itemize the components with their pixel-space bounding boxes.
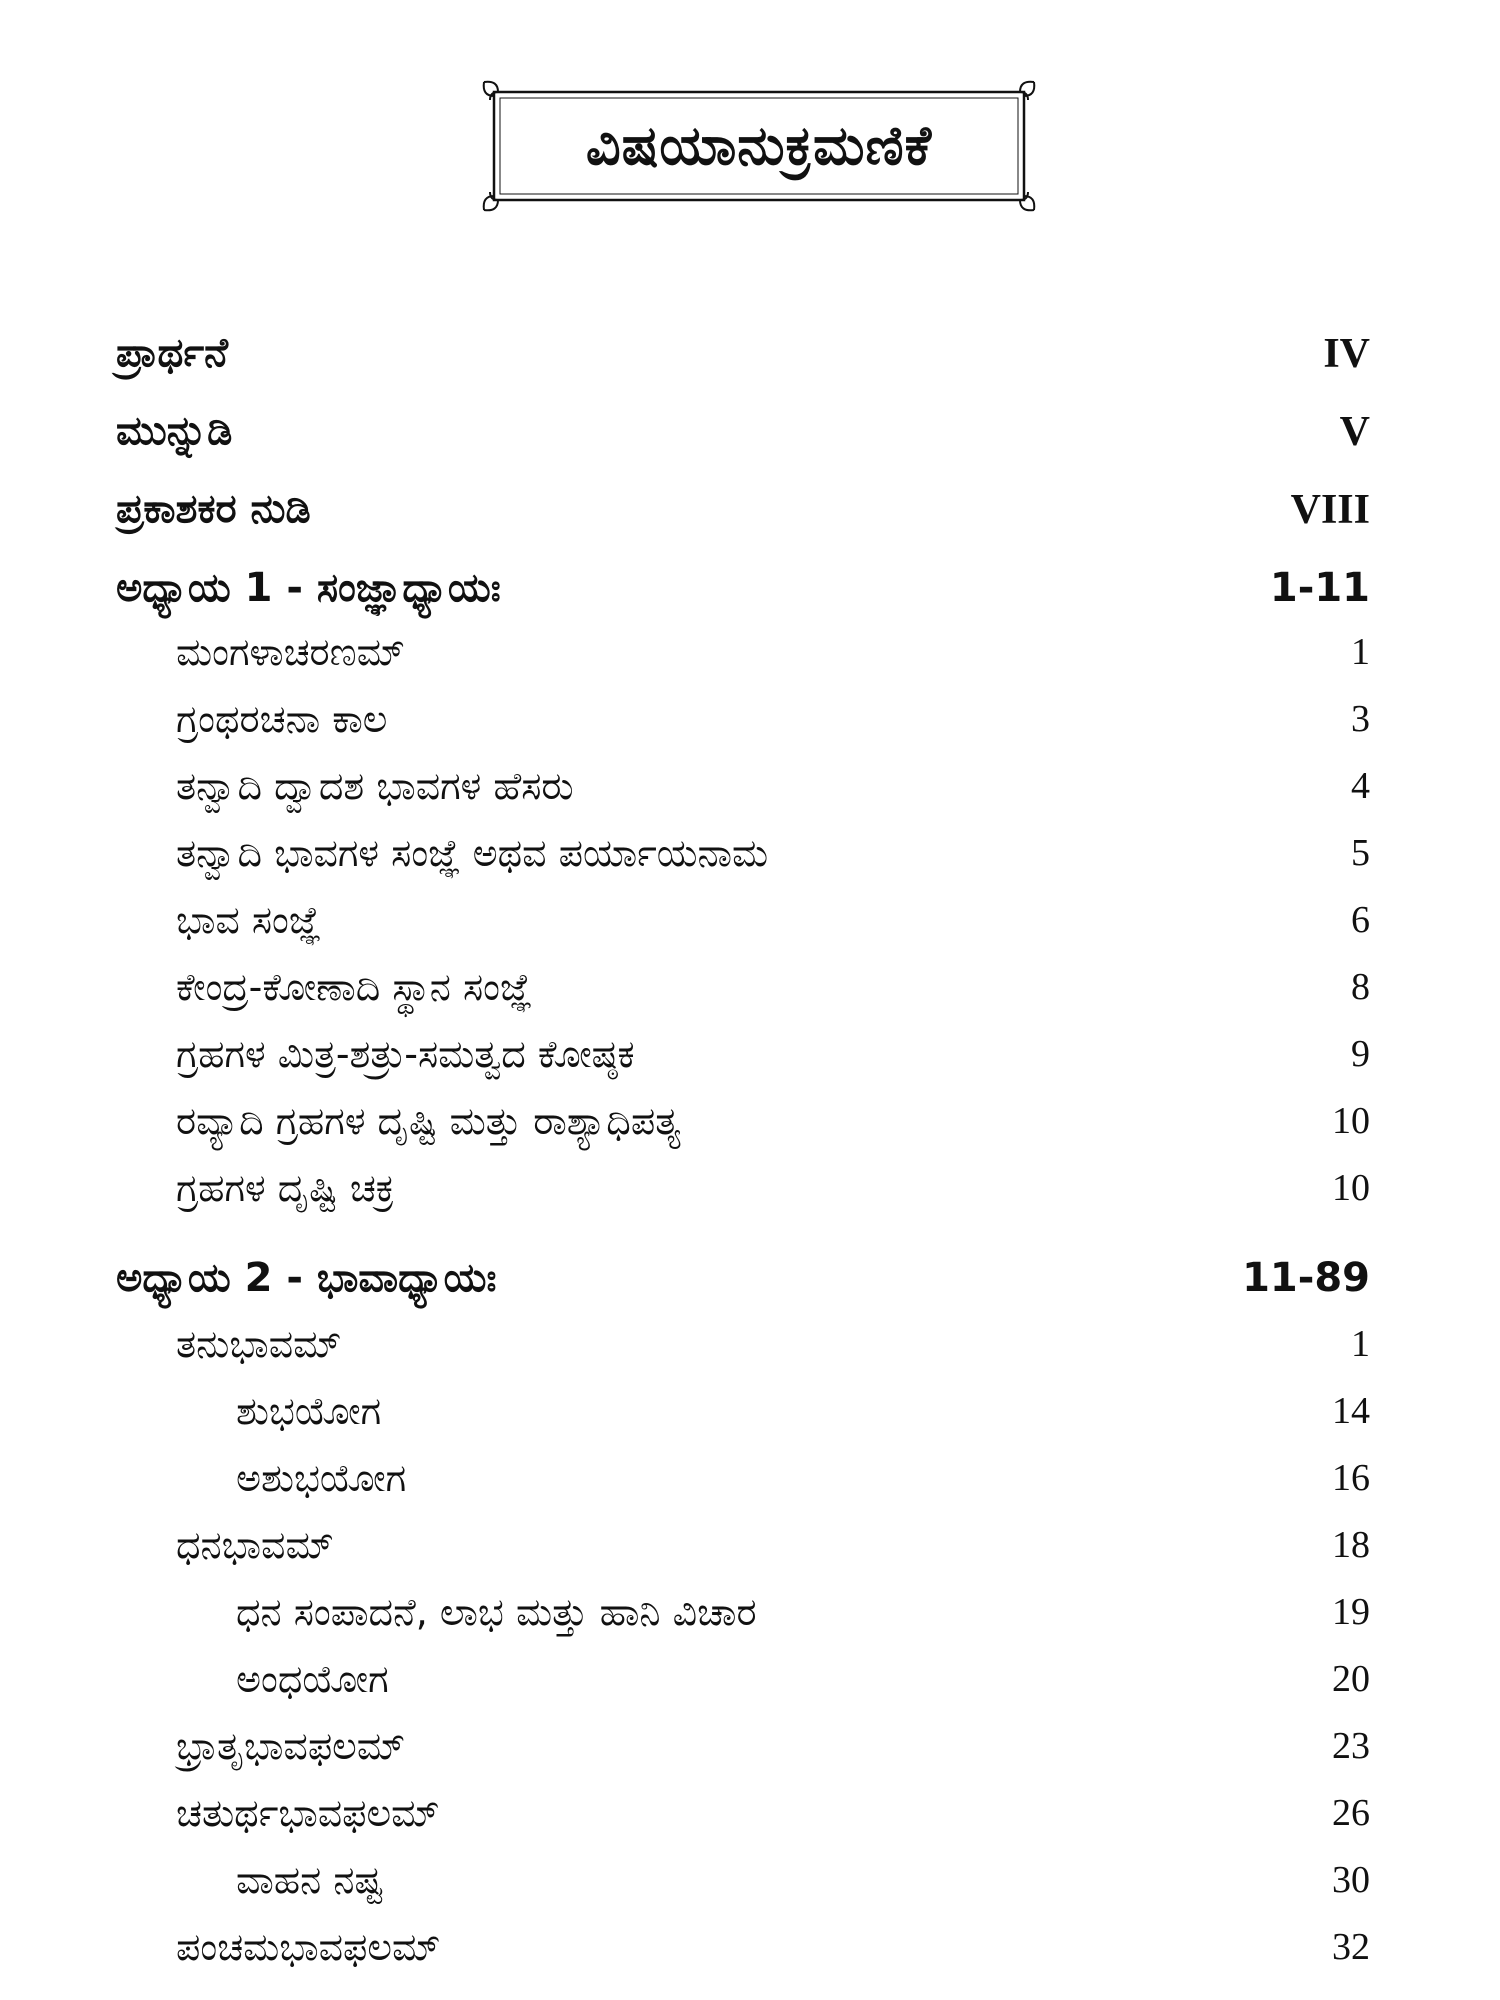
toc-entry [0, 1322, 1500, 1378]
toc-entry-page: 19 [1332, 1591, 1370, 1633]
toc-entry-page: 23 [1332, 1725, 1370, 1767]
toc-entry [0, 764, 1500, 820]
chapter-title: ಅಧ್ಯಾಯ 2 - ಭಾವಾಧ್ಯಾಯಃ [116, 1255, 497, 1301]
toc-entry [0, 630, 1500, 686]
toc-entry-page: VIII [1290, 487, 1370, 533]
toc-entry-page: 32 [1332, 1926, 1370, 1968]
toc-entry-page: 5 [1351, 832, 1370, 874]
toc-entry [0, 1523, 1500, 1579]
toc-entry-label: ಪ್ರಾರ್ಥನೆ [116, 330, 228, 376]
toc-entry-label: ಭಾವ ಸಂಜ್ಞೆ [176, 898, 322, 942]
page-title: ವಿಷಯಾನುಕ್ರಮಣಿಕೆ [585, 114, 933, 177]
chapter-page-range: 1-11 [1269, 565, 1370, 611]
chapter-heading [0, 1255, 1500, 1311]
toc-entry [0, 1456, 1500, 1512]
toc-entry-label: ಧನ ಸಂಪಾದನೆ, ಲಾಭ ಮತ್ತು ಹಾನಿ ವಿಚಾರ [236, 1590, 757, 1634]
toc-entry-label: ಅಂಧಯೋಗ [236, 1657, 389, 1701]
toc-entry-page: IV [1323, 331, 1370, 377]
toc-entry-label: ತನುಭಾವಮ್ [176, 1322, 342, 1366]
toc-entry [0, 1099, 1500, 1155]
toc-entry [0, 1590, 1500, 1646]
toc-entry-page: 10 [1332, 1167, 1370, 1209]
toc-entry-label: ಮುನ್ನುಡಿ [116, 408, 233, 454]
toc-entry [0, 1166, 1500, 1222]
toc-entry-page: 18 [1332, 1524, 1370, 1566]
toc-entry-page: 9 [1351, 1033, 1370, 1075]
toc-entry [0, 408, 1500, 464]
toc-entry [0, 831, 1500, 887]
toc-entry-label: ತನ್ವಾದಿ ದ್ವಾದಶ ಭಾವಗಳ ಹೆಸರು [176, 764, 574, 808]
toc-entry-label: ಧನಭಾವಮ್ [176, 1523, 334, 1567]
toc-entry-label: ಕೇಂದ್ರ-ಕೋಣಾದಿ ಸ್ಥಾನ ಸಂಜ್ಞೆ [176, 965, 533, 1009]
toc-entry [0, 1032, 1500, 1088]
toc-entry [0, 1925, 1500, 1981]
toc-entry [0, 1389, 1500, 1445]
toc-entry-label: ಅಶುಭಯೋಗ [236, 1456, 407, 1500]
toc-entry-page: 1 [1351, 631, 1370, 673]
toc-entry-page: 6 [1351, 899, 1370, 941]
chapter-heading [0, 565, 1500, 621]
toc-entry-page: 10 [1332, 1100, 1370, 1142]
toc-entry [0, 330, 1500, 386]
toc-entry [0, 1858, 1500, 1914]
toc-entry-page: 20 [1332, 1658, 1370, 1700]
toc-entry-page: 16 [1332, 1457, 1370, 1499]
toc-entry-label: ವಾಹನ ನಷ್ಟ [236, 1858, 384, 1902]
toc-entry-page: 8 [1351, 966, 1370, 1008]
toc-entry-page: 3 [1351, 698, 1370, 740]
toc-entry-label: ರವ್ಯಾದಿ ಗ್ರಹಗಳ ದೃಷ್ಟಿ ಮತ್ತು ರಾಶ್ಯಾಧಿಪತ್ಯ [176, 1099, 681, 1143]
toc-entry-label: ಪ್ರಕಾಶಕರ ನುಡಿ [116, 486, 311, 532]
toc-entry-label: ಭ್ರಾತೃಭಾವಫಲಮ್ [176, 1724, 406, 1768]
toc-entry-label: ಮಂಗಳಾಚರಣಮ್ [176, 630, 406, 674]
toc-entry [0, 898, 1500, 954]
toc-entry [0, 486, 1500, 542]
toc-entry-label: ಚತುರ್ಥಭಾವಫಲಮ್ [176, 1791, 440, 1835]
toc-entry-page: 4 [1351, 765, 1370, 807]
toc-entry-page: V [1339, 409, 1370, 455]
toc-entry-label: ಪಂಚಮಭಾವಫಲಮ್ [176, 1925, 441, 1969]
chapter-title: ಅಧ್ಯಾಯ 1 - ಸಂಜ್ಞಾಧ್ಯಾಯಃ [116, 565, 501, 611]
toc-entry [0, 1724, 1500, 1780]
toc-entry [0, 1657, 1500, 1713]
toc-entry-label: ಗ್ರಹಗಳ ಮಿತ್ರ-ಶತ್ರು-ಸಮತ್ವದ ಕೋಷ್ಠಕ [176, 1032, 635, 1076]
toc-entry-page: 26 [1332, 1792, 1370, 1834]
toc-entry-label: ತನ್ವಾದಿ ಭಾವಗಳ ಸಂಜ್ಞೆ ಅಥವ ಪರ್ಯಾಯನಾಮ [176, 831, 769, 875]
toc-entry-page: 1 [1351, 1323, 1370, 1365]
chapter-page-range: 11-89 [1242, 1255, 1370, 1301]
toc-entry-page: 14 [1332, 1390, 1370, 1432]
toc-entry-page: 30 [1332, 1859, 1370, 1901]
toc-entry-label: ಶುಭಯೋಗ [236, 1389, 382, 1433]
toc-entry-label: ಗ್ರಹಗಳ ದೃಷ್ಟಿ ಚಕ್ರ [176, 1166, 395, 1210]
toc-entry-label: ಗ್ರಂಥರಚನಾ ಕಾಲ [176, 697, 388, 741]
toc-entry [0, 965, 1500, 1021]
toc-entry [0, 1791, 1500, 1847]
toc-entry [0, 697, 1500, 753]
